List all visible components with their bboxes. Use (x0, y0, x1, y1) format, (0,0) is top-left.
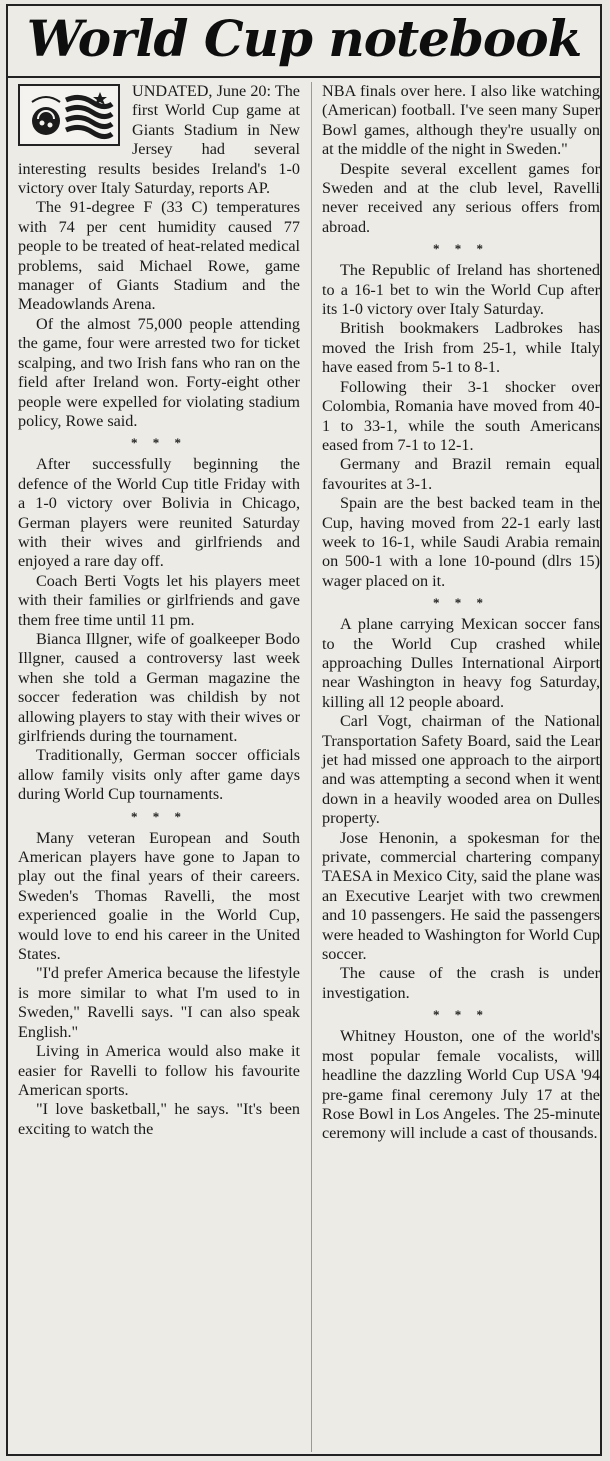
article-paragraph: "I love basketball," he says. "It's been exciting to watch the (18, 1100, 300, 1138)
article-paragraph: Whitney Houston, one of the world's most popular female vocalists, will headline the dazzling World Cup USA '94 pre-game final ceremony July 17 at the Rose Bowl in Los Angeles. The 25-minute ceremony will include a cast of thousands. (322, 1027, 600, 1143)
section-separator: * * * (433, 1007, 489, 1023)
article-paragraph: Spain are the best backed team in the Cup, having moved from 22-1 early last week to 16-1, while Saudi Arabia remain on 500-1 with a lone 10-pound (dlrs 15) wager placed on it. (322, 494, 600, 590)
newspaper-clipping (6, 4, 602, 1456)
right-column (322, 82, 600, 1144)
section-separator: * * * (433, 241, 489, 257)
article-paragraph: Of the almost 75,000 people attending the game, four were arrested two for ticket scalping, and two Irish fans who ran on the field after Ireland won. Forty-eight other people were expelled for violating stadium policy, Rowe said. (18, 314, 300, 430)
article-paragraph: A plane carrying Mexican soccer fans to the World Cup crashed while approaching Dulles International Airport near Washington in heavy fog Saturday, killing all 12 people aboard. (322, 615, 600, 711)
article-paragraph: The cause of the crash is under investigation. (322, 964, 600, 1002)
dateline-paragraph: UNDATED, June 20: The first World Cup game at Giants Stadium in New Jersey had several interesting results besides Ireland's 1-0 victory over Italy Saturday, reports AP. (18, 82, 300, 198)
column-divider (311, 82, 312, 1452)
article-paragraph: The 91-degree F (33 C) temperatures with 74 per cent humidity caused 77 people to be treated of heat-related medical problems, said Michael Rowe, game manager of Giants Stadium and the Meadowlands Arena. (18, 198, 300, 314)
article-paragraph: British bookmakers Ladbrokes has moved the Irish from 25-1, while Italy have eased from 5-1 to 8-1. (322, 319, 600, 377)
article-paragraph: The Republic of Ireland has shortened to a 16-1 bet to win the World Cup after its 1-0 victory over Italy Saturday. (322, 261, 600, 319)
article-paragraph: Germany and Brazil remain equal favourites at 3-1. (322, 455, 600, 493)
article-paragraph: Jose Henonin, a spokesman for the private, commercial chartering company TAESA in Mexico City, said the plane was an Executive Learjet with two crewmen and 10 passengers. He said the passengers were headed to Washington for World Cup soccer. (322, 828, 600, 964)
article-paragraph: Coach Berti Vogts let his players meet with their families or girlfriends and gave them free time until 11 pm. (18, 571, 300, 629)
article-paragraph: Many veteran European and South American players have gone to Japan to play out the final years of their careers. Sweden's Thomas Ravelli, the most experienced goalie in the World Cup, would love to end his career in the United States. (18, 828, 300, 964)
article-paragraph: "I'd prefer America because the lifestyle is more similar to what I'm used to in Sweden," Ravelli says. "I can also speak English." (18, 964, 300, 1041)
article-paragraph: Carl Vogt, chairman of the National Transportation Safety Board, said the Lear jet had missed one approach to the airport and was attempting a second when it went down in a heavily wooded area on Dulles property. (322, 712, 600, 828)
article-paragraph: NBA finals over here. I also like watching (American) football. I've seen many Super Bowl games, although they're usually on at the middle of the night in Sweden." (322, 82, 600, 159)
article-paragraph: Traditionally, German soccer officials allow family visits only after game days during World Cup tournaments. (18, 746, 300, 804)
article-paragraph: After successfully beginning the defence of the World Cup title Friday with a 1-0 victory over Bolivia in Chicago, German players were reunited Saturday with their wives and girlfriends and enjoyed a rare day off. (18, 455, 300, 571)
world-cup-94-logo-icon (18, 84, 120, 146)
headline: World Cup notebook (8, 6, 600, 78)
article-paragraph: Following their 3-1 shocker over Colombia, Romania have moved from 40-1 to 33-1, while the south Americans eased from 7-1 to 12-1. (322, 377, 600, 454)
section-separator: * * * (433, 595, 489, 611)
article-paragraph: Bianca Illgner, wife of goalkeeper Bodo Illgner, caused a controversy last week when she told a German magazine the soccer federation was childish by not allowing players to stay with their wives or girlfriends during the tournament. (18, 629, 300, 745)
article-paragraph: Despite several excellent games for Sweden and at the club level, Ravelli never received any serious offers from abroad. (322, 159, 600, 236)
section-separator: * * * (131, 435, 187, 451)
section-separator: * * * (131, 808, 187, 824)
article-paragraph: Living in America would also make it easier for Ravelli to follow his favourite American sports. (18, 1042, 300, 1099)
left-column (18, 82, 300, 1139)
